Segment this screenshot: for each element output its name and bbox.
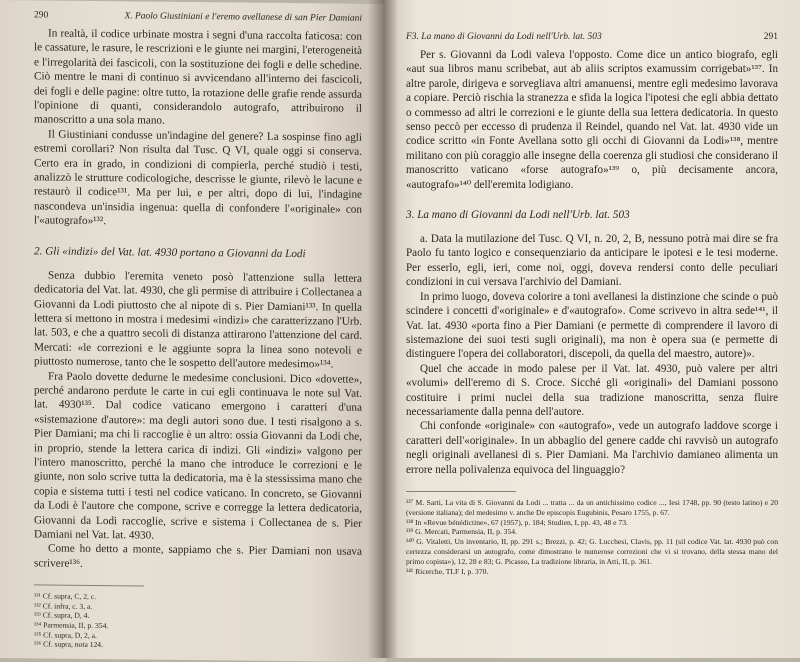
left-paragraph: Fra Paolo dovette dedurne le medesime conclusioni. Dico «dovette», perché andarono perdute le carte in cui egli continuava le note sul Vat. lat. 4930¹³⁵. Dal codice vaticano emergono i caratteri d'una «sistemazione d'autore»: ma degli autori sono due. I testi risalgono a s. Pier Damiani; ma chi li raccoglie è un altro: ossia Giovanni da Lodi che, in proprio, stende la lettera carica di indizi. Gli «indizi» valgono per l'intero manoscritto, perché la mano che introduce le correzioni e le giunte, non solo scrive tutta la dedicatoria, ma è la stessissima mano che copia e sistema tutti i testi nel codice vaticano. In concreto, se Giovanni da Lodi è l'autore che compone, scrive e corregge la lettera dedicatoria, Giovanni da Lodi raccoglie, scrive e sistema i Collectanea de s. Pier Damiani nel Vat. lat. 4930. xyxy=(34,370,362,542)
left-page-content xyxy=(34,10,362,652)
right-page-number: 291 xyxy=(763,32,778,42)
right-paragraph: Quel che accade in modo palese per il Vat. lat. 4930, può valere per altri «volumi» dell'eremo di S. Croce. Sicché gli «originali» del Damiani possono costituire i primi nuclei della sua tradizione manoscritta, senza fluire necessariamente dalla penna dell'autore. xyxy=(406,362,778,418)
right-paragraph: Per s. Giovanni da Lodi valeva l'opposto. Come dice un antico biografo, egli «aut sua libros manu scribebat, aut ab aliis scriptos examussim corrigebat»¹³⁷. In altre parole, dirigeva e sorvegliava altri amanuensi, mentre egli medesimo lavorava a copiare. Perciò rischia la stranezza e sfida la logica l'ipotesi che egli abbia dettato o commesso ad altri le correzioni e le giunte della sua lettera dedicatoria. In questo senso peccò per eccesso di prudenza il Reindel, quando nel Vat. lat. 4930 vide un codice scritto «in Fonte Avellana sotto gli occhi di Giovanni da Lodi»¹³⁸, mentre militano con più coraggio alle insegne della coerenza gli studiosi che considerano il manoscritto vaticano «forse autografo»¹³⁹ o, più decisamente ancora, «autografo»¹⁴⁰ dell'eremita lodigiano. xyxy=(406,49,778,191)
right-running-head xyxy=(406,32,778,42)
left-section-heading: 2. Gli «indizi» del Vat. lat. 4930 portano a Giovanni da Lodi xyxy=(34,245,306,260)
left-paragraph: Senza dubbio l'eremita veneto posò l'attenzione sulla lettera dedicatoria del Vat. lat. 4930, che gli permise di attribuire i Collectanea a Giovanni da Lodi piuttosto che al nipote di s. Pier Damiani¹³³. In quella lettera si mettono in mostra i medesimi «indizi» che caratterizzano l'Urb. lat. 503, e che a quattro secoli di distanza attirarono l'attenzione del card. Mercati: «le correzioni e le aggiunte sopra la linea sono notevoli e piuttosto numerose, tanto che le sospetto dell'autore medesimo»¹³⁴. xyxy=(34,269,362,371)
left-footnotes xyxy=(34,592,362,653)
right-section-heading: 3. La mano di Giovanni da Lodi nell'Urb. lat. 503 xyxy=(406,209,630,222)
left-paragraph: Il Giustiniani condusse un'indagine del genere? La sospinse fino agli estremi corollari? Non risulta dal Tusc. Q VI, quale oggi si conserva. Certo era in grado, in condizioni di compierla, perché studiò i testi, analizzò le strutture codicologiche, descrisse le giunte, rilevò le lacune e restaurò il codice¹³¹. Ma per lui, e per altri, dopo di lui, l'indagine nascondeva un'insidia ingenua: quella di confondere l'«originale» con l'«autografo»¹³². xyxy=(34,128,362,228)
left-paragraph: In realtà, il codice urbinate mostra i segni d'una raccolta faticosa: con le cassature, le rasure, le rescrizioni e le giunte nei margini, l'eterogeneità e l'irregolarità dei fascicoli, con la sostituzione dei fogli e delle schedine. Ciò mentre le mani di continuo si avvicendano all'interno dei fascicoli, dei fogli e delle pagine: oltre tutto, la rotazione delle grafie rende assurda l'opinione di quanti, considerandolo autografo, attribuirono il manoscritto a una sola mano. xyxy=(34,27,362,128)
footnote: ¹³⁵ Cf. supra, D, 2, a. xyxy=(34,629,97,640)
footnote: ¹³³ Cf. supra, D, 4. xyxy=(34,610,90,621)
right-paragraph: In primo luogo, doveva colorire a toni avellanesi la distinzione che scinde o può scindere i concetti d'«originale» e d'«autografo». Come scrivevo in altra sede¹⁴¹, il Vat. lat. 4930 «porta fino a Pier Damiani (e permette di comprendere il lavoro di sistemazione dei suoi testi sugli originali), ma non è opera sua (e permette di distinguere l'opera dei collaboratori, discepoli, da quella del maestro, autore)». xyxy=(406,290,778,361)
footnote: ¹³² Cf. infra, c. 3, a. xyxy=(34,601,93,611)
right-footnotes xyxy=(406,498,778,576)
footnote: ¹³⁴ Parmensia, II, p. 354. xyxy=(34,620,109,631)
left-page-number: 290 xyxy=(34,10,49,21)
right-paragraph: a. Data la mutilazione del Tusc. Q VI, n. 20, 2, B, nessuno potrà mai dire se fra Paolo fu tanto logico e consequenziario da anticipare le ipotesi e le tesi moderne. Per esserlo, egli, ieri, come noi, oggi, doveva rendersi conto delle peculiari condizioni in cui versava l'archivio del Damiani. xyxy=(406,233,778,289)
right-paragraph: Chi confonde «originale» con «autografo», vede un autografo laddove scorge i caratteri dell'«originale». In un abbaglio del genere cadde chi ravvisò un autografo negli originali avellanesi di s. Pier Damiani. Ma l'archivio damianeo alimenta un errore nella polivalenza equivoca del linguaggio? xyxy=(406,420,778,476)
left-paragraph: Come ho detto a monte, sappiamo che s. Pier Damiani non usava scrivere¹³⁶. xyxy=(34,542,362,570)
footnote: ¹⁴⁰ G. Vitaletti, Un inventario, II, pp. 291 s.; Brezzi, p. 42; G. Lucchesi, Clavis, pp. 11 (sil codice Vat. lat. 4930 può con certezza considerarsi un autografo, come dimostrano le numerose correzioni che vi si trovano, della stessa mano del primo copista»), 12, 28 e 83; G. Picasso, La tradizione libraria, in Atti, II, p. 361. xyxy=(406,537,778,566)
right-footnote-rule xyxy=(406,491,516,492)
footnote: ¹⁴¹ Ricerche, TLF I, p. 370. xyxy=(406,566,489,576)
book-gutter-shadow xyxy=(368,0,398,658)
right-page-content xyxy=(406,32,778,576)
footnote: ¹³¹ Cf. supra, C, 2, c. xyxy=(34,591,97,602)
left-page xyxy=(0,0,386,662)
right-page xyxy=(384,0,800,658)
left-footnote-rule xyxy=(34,585,144,587)
left-running-head xyxy=(34,10,362,23)
footnote: ¹³⁷ M. Sarti, La vita di S. Giovanni da Lodi ... tratta ... da un antichissimo codice ..., Iesi 1748, pp. 90 (testo latino) e 20 (versione italiana); del medesimo v. anche De episcopis Eugubinis, Pesaro 1755, p. 67. xyxy=(406,497,778,517)
left-running-head-title: X. Paolo Giustiniani e l'eremo avellanese di san Pier Damiani xyxy=(124,11,362,24)
footnote: ¹³⁹ G. Mercati, Parmensia, II, p. 354. xyxy=(406,527,517,537)
footnote: ¹³⁶ Cf. supra, nota 124. xyxy=(34,639,103,650)
right-running-head-title: F3. La mano di Giovanni da Lodi nell'Urb. lat. 503 xyxy=(406,32,602,42)
footnote: ¹³⁸ In «Revue bénédictine», 67 (1957), p. 184; Studien, I, pp. 43, 48 e 73. xyxy=(406,517,628,527)
